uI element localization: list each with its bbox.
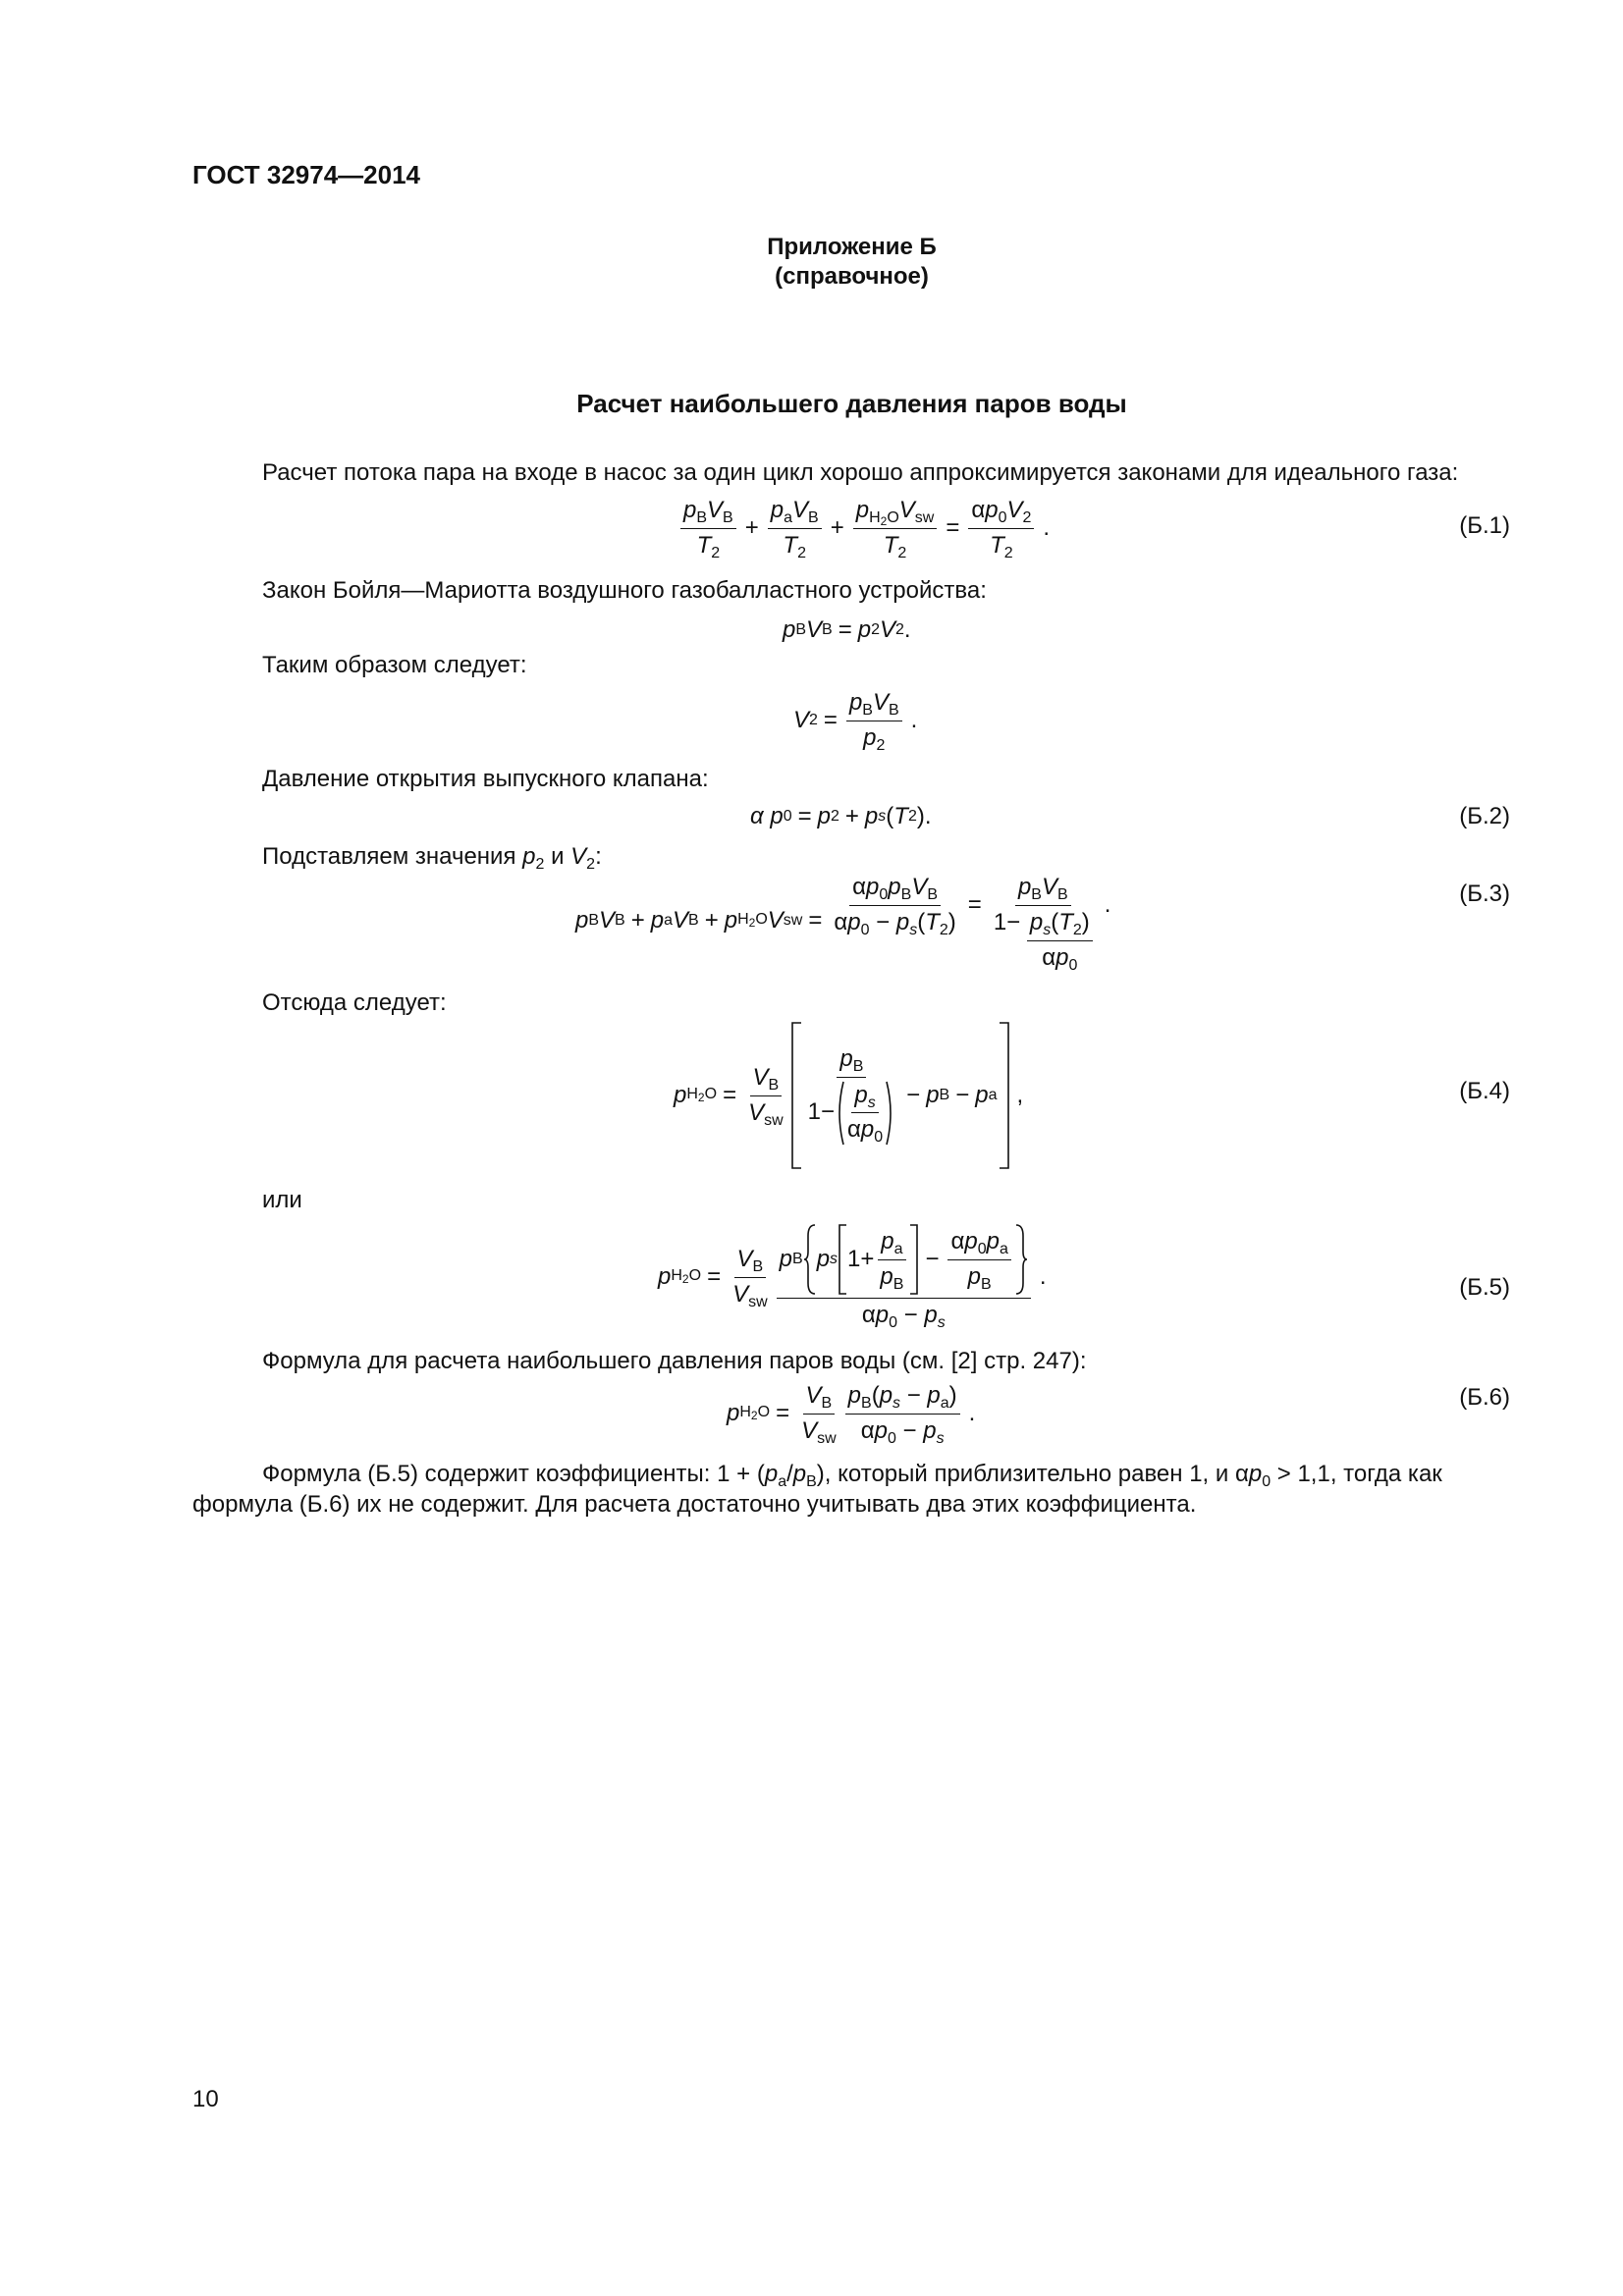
left-bracket — [789, 1022, 803, 1169]
page-number: 10 — [192, 2086, 219, 2112]
equation-b4: p H2O = $V_B$ $V_{sw}$ $p_B$ 1− $p_s$ $\alpha p_0$ − p B − p a , — [674, 1021, 1029, 1170]
conclusion-part-c: > 1,1, тогда как — [1276, 1461, 1442, 1487]
equation-b6: p H2O = $V_B$ $V_{sw}$ $p_B(p_s - p_a)$ $\alpha p_0 - p_s$ . — [727, 1381, 976, 1447]
document-code: ГОСТ 32974—2014 — [192, 160, 420, 189]
hence-paragraph: Отсюда следует: — [262, 989, 447, 1016]
equation-b2: α p 0 = p 2 + p s ( T 2 ). — [750, 803, 932, 829]
conclusion-part-a: Формула (Б.5) содержит коэффициенты: 1 + ( — [262, 1461, 765, 1487]
intro-paragraph: Расчет потока пара на входе в насос за один цикл хорошо аппроксимируется законами для идеального газа: — [262, 459, 1459, 486]
conclusion-line-1: Формула (Б.5) содержит коэффициенты: $1 + (p_a/p_B)$, который приблизительно равен 1, и $\alpha p_0 > 1,1$, тогда как — [262, 1461, 1442, 1490]
appendix-title: Приложение Б — [767, 234, 937, 260]
equation-number-b2: (Б.2) — [1459, 803, 1510, 829]
substitute-prefix: Подставляем значения — [262, 843, 516, 870]
equation-number-b5: (Б.5) — [1459, 1274, 1510, 1301]
section-title: Расчет наибольшего давления паров воды — [576, 389, 1127, 418]
conclusion-part-b: ), который приблизительно равен 1, и — [816, 1461, 1229, 1487]
equation-b3: p B V B + p a V B + p H2O V sw = $\alpha p_0p_BV_B$ $\alpha p_0 - p_s(T_2)$ = $p_BV_B$ 1− $p_s(T_2)$ $\alpha p_0$ . — [575, 874, 1111, 974]
equation-b1: $p_BV_B$ $T_2$ + $p_aV_B$ $T_2$ + $p_{H2O}V_{sw}$ $T_2$ = $\frac{\alpha p_0V_2}{T_2}$ . — [677, 493, 1055, 563]
conclusion-line-2: формула (Б.6) их не содержит. Для расчета достаточно учитывать два этих коэффициента. — [192, 1491, 1197, 1518]
equation-number-b1: (Б.1) — [1459, 512, 1510, 539]
equation-number-b6: (Б.6) — [1459, 1384, 1510, 1411]
formula-intro-paragraph: Формула для расчета наибольшего давления паров воды (см. [2] стр. 247): — [262, 1348, 1087, 1374]
equation-v2: V 2 = $p_BV_B$ $p_2$ . — [793, 688, 918, 754]
equation-number-b3: (Б.3) — [1459, 881, 1510, 907]
appendix-kind: (справочное) — [775, 263, 929, 290]
substitute-paragraph: Подставляем значения $p_2$ и $V_2$: — [262, 843, 602, 873]
equation-b5: p H2O = $V_B$ $V_{sw}$ p B p s 1+ $p_a$ $p_B$ − $\frac{\alpha p_0p_a}{p_B}$ $\alpha p_0 - p_s$ . — [658, 1221, 1053, 1333]
equation-number-b4: (Б.4) — [1459, 1078, 1510, 1104]
equation-boyle: p B V B = p 2 V 2 . — [783, 616, 911, 643]
boyle-paragraph: Закон Бойля—Мариотта воздушного газобалластного устройства: — [262, 577, 987, 604]
right-bracket — [998, 1022, 1011, 1169]
substitute-and: и — [551, 843, 565, 870]
valve-paragraph: Давление открытия выпускного клапана: — [262, 766, 709, 792]
or-paragraph: или — [262, 1187, 302, 1213]
thus-paragraph: Таким образом следует: — [262, 652, 527, 678]
